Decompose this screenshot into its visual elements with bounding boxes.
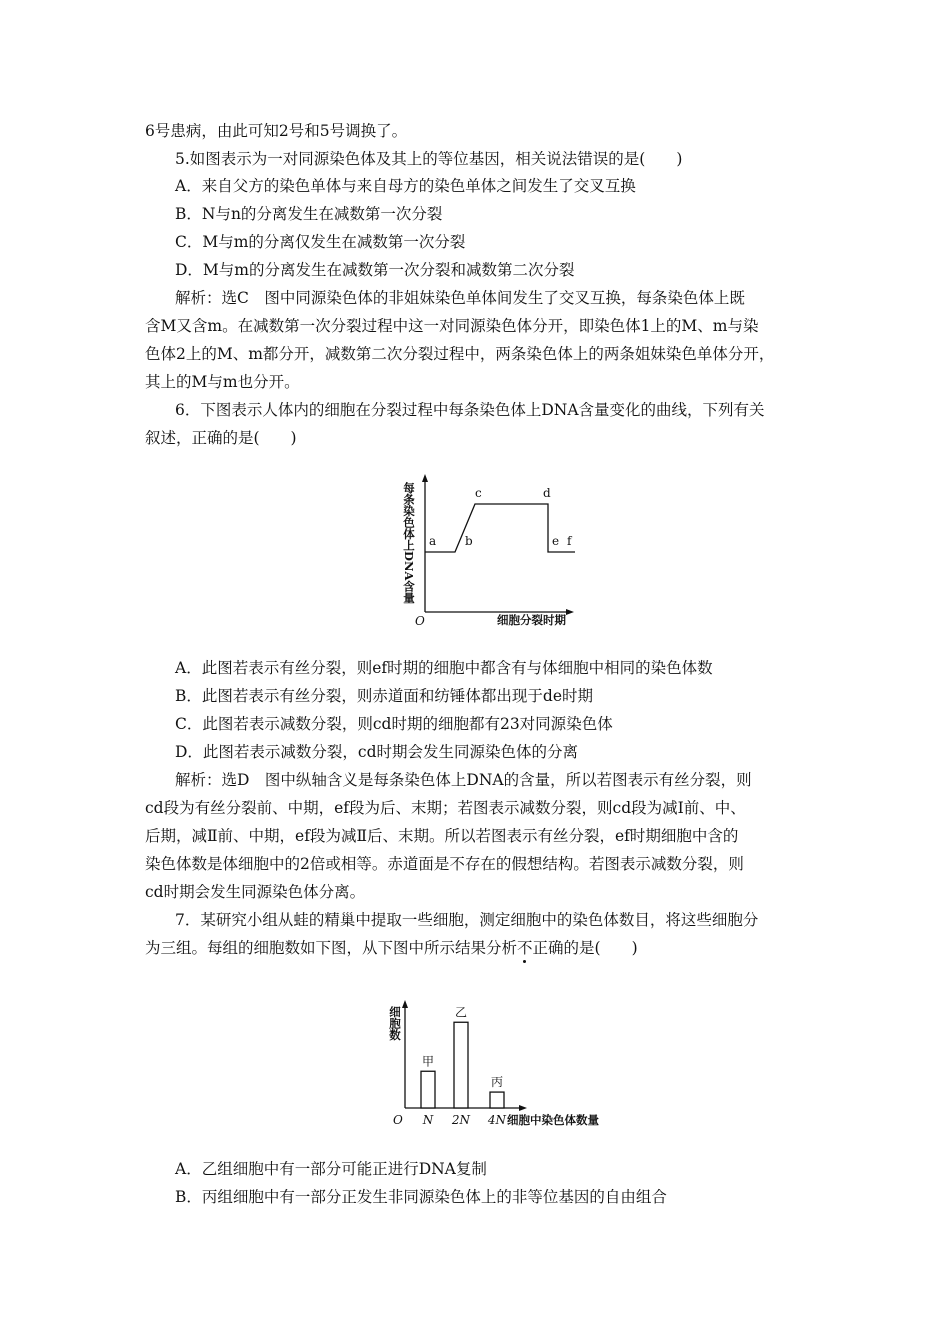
bar-n	[421, 1071, 435, 1108]
q6-option-b: B．此图若表示有丝分裂，则赤道面和纺锤体都出现于de时期	[175, 687, 593, 705]
stem-text: 正确的是( )	[532, 939, 638, 957]
q5-option-b: B．N与n的分离发生在减数第一次分裂	[175, 205, 443, 223]
question-6-stem-cont: 叙述，正确的是( )	[145, 429, 297, 447]
question-6-stem: 6．下图表示人体内的细胞在分裂过程中每条染色体上DNA含量变化的曲线，下列有关	[175, 401, 765, 419]
y-axis-arrow	[422, 474, 428, 482]
question-5-stem: 5.如图表示为一对同源染色体及其上的等位基因，相关说法错误的是( )	[175, 150, 683, 168]
q5-analysis: 解析：选C 图中同源染色体的非姐妹染色单体间发生了交叉互换，每条染色体上既	[175, 289, 745, 307]
q6-option-a: A．此图若表示有丝分裂，则ef时期的细胞中都含有与体细胞中相同的染色体数	[175, 659, 713, 677]
point-a: a	[429, 534, 437, 548]
q6-analysis: 解析：选D 图中纵轴含义是每条染色体上DNA的含量，所以若图表示有丝分裂，则	[175, 771, 752, 789]
point-e: e	[552, 534, 560, 548]
y-axis-label: 每条染色体上DNA含量	[402, 482, 416, 604]
x-axis-arrow	[519, 1105, 527, 1111]
dna-content-figure	[395, 470, 595, 630]
q6-analysis-cont: cd段为有丝分裂前、中期，ef段为后、末期；若图表示减数分裂，则cd段为减Ⅰ前、中、	[145, 799, 746, 817]
text-line: 6号患病，由此可知2号和5号调换了。	[145, 122, 408, 140]
q6-analysis-cont: cd时期会发生同源染色体分离。	[145, 883, 366, 901]
q6-analysis-cont: 染色体数是体细胞中的2倍或相等。赤道面是不存在的假想结构。若图表示减数分裂，则	[145, 855, 744, 873]
cell-count-chart	[385, 1000, 625, 1130]
q6-option-d: D．此图若表示减数分裂，cd时期会发生同源染色体的分离	[175, 743, 579, 761]
q7-option-a: A．乙组细胞中有一部分可能正进行DNA复制	[175, 1160, 487, 1178]
dna-content-chart	[395, 470, 595, 630]
y-axis-arrow	[402, 1000, 408, 1008]
question-7-stem-cont	[145, 938, 835, 958]
x-axis-arrow	[566, 609, 574, 615]
point-d: d	[543, 486, 551, 500]
bar-4n	[490, 1092, 504, 1108]
x-tick-label: N	[422, 1113, 434, 1127]
x-axis-label: 细胞分裂时期	[497, 613, 566, 627]
cell-count-figure	[385, 1000, 625, 1130]
q7-option-b: B．丙组细胞中有一部分正发生非同源染色体上的非等位基因的自由组合	[175, 1188, 667, 1206]
x-axis-label: 细胞中染色体数量	[507, 1113, 599, 1127]
bar-label: 乙	[454, 1005, 468, 1020]
q6-analysis-cont: 后期，减Ⅱ前、中期，ef段为减Ⅱ后、末期。所以若图表示有丝分裂，ef时期细胞中含的	[145, 827, 739, 845]
x-tick-label: 4N	[487, 1113, 507, 1127]
point-b: b	[465, 534, 473, 548]
point-c: c	[475, 486, 482, 500]
stem-text: 为三组。每组的细胞数如下图，从下图中所示结果分析	[145, 939, 518, 957]
q5-analysis-cont: 色体2上的M、m都分开，减数第二次分裂过程中，两条染色体上的两条姐妹染色单体分开，	[145, 345, 775, 363]
emphasis-dot-char: 不	[517, 939, 533, 957]
point-f: f	[567, 534, 572, 548]
q5-option-d: D．M与m的分离发生在减数第一次分裂和减数第二次分裂	[175, 261, 575, 279]
bar-label: 丙	[490, 1075, 504, 1090]
q6-option-c: C．此图若表示减数分裂，则cd时期的细胞都有23对同源染色体	[175, 715, 613, 733]
q5-analysis-cont: 其上的M与m也分开。	[145, 373, 300, 391]
bar-2n	[454, 1022, 468, 1108]
origin-label: O	[415, 614, 425, 628]
q5-option-a: A．来自父方的染色单体与来自母方的染色单体之间发生了交叉互换	[175, 177, 636, 195]
y-axis-label: 细胞数	[388, 1006, 402, 1041]
question-7-stem: 7．某研究小组从蛙的精巢中提取一些细胞，测定细胞中的染色体数目，将这些细胞分	[175, 911, 759, 929]
q5-option-c: C．M与m的分离仅发生在减数第一次分裂	[175, 233, 466, 251]
origin-label: O	[393, 1113, 403, 1127]
bar-label: 甲	[421, 1054, 435, 1069]
q5-analysis-cont: 含M又含m。在减数第一次分裂过程中这一对同源染色体分开，即染色体1上的M、m与染	[145, 317, 759, 335]
x-tick-label: 2N	[451, 1113, 471, 1127]
